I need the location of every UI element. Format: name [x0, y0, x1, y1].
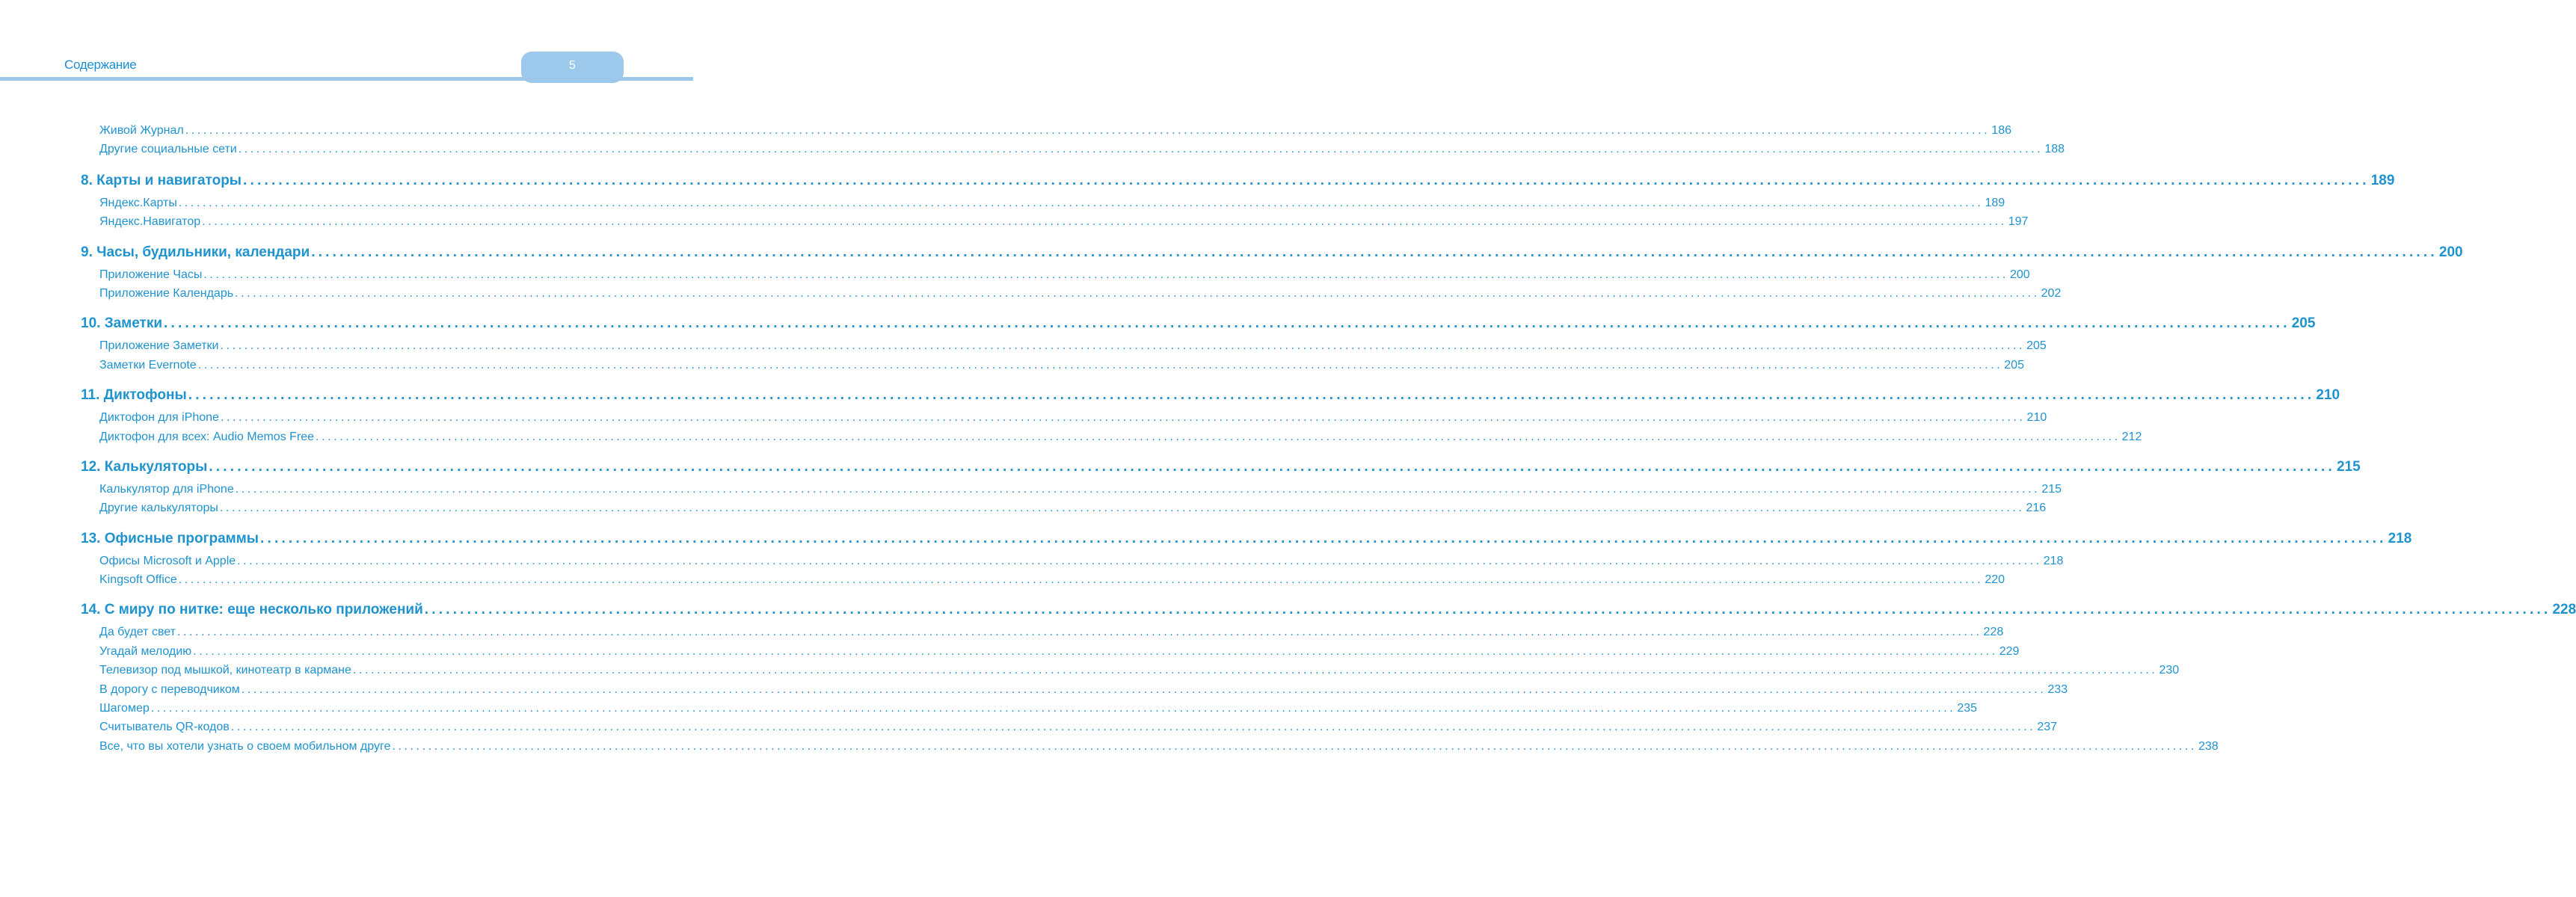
- dot-leader: ............................................................................................................................................................................................................................................................................................................: [392, 739, 2197, 753]
- toc-entry-title: Другие калькуляторы: [99, 502, 218, 515]
- toc-section-entry[interactable]: [99, 661, 2180, 679]
- toc-section-entry[interactable]: [99, 212, 2029, 231]
- running-header-title: Содержание: [64, 58, 137, 72]
- dot-leader: ............................................................................................................................................................................................................................................................................................................: [235, 286, 2040, 300]
- toc-section-entry[interactable]: [99, 265, 2030, 284]
- toc-entry-page: 218: [2043, 554, 2064, 567]
- toc-entry-title: Kingsoft Office: [99, 573, 177, 587]
- dot-leader: ............................................................................................................................................................................................................................................................................................................: [241, 682, 2047, 696]
- toc-section-entry[interactable]: [99, 121, 2011, 140]
- dot-leader: ............................................................................................................................................................................................................................................................................................................: [176, 626, 1982, 639]
- toc-section-entry[interactable]: [99, 642, 2020, 661]
- toc-section-entry[interactable]: [99, 680, 2068, 699]
- toc-entry-page: 238: [2198, 739, 2219, 753]
- toc-section-entry[interactable]: [99, 570, 2005, 589]
- toc-entry-title: Яндекс.Навигатор: [99, 215, 201, 229]
- toc-entry-page: 216: [2026, 502, 2047, 515]
- dot-leader: ............................................................................................................................................................................................................................................................................................................: [203, 268, 2008, 281]
- toc-chapter-entry[interactable]: [81, 599, 2576, 621]
- toc-chapter-entry[interactable]: [81, 384, 2340, 407]
- toc-entry-page: 218: [2388, 530, 2412, 546]
- toc-section-entry[interactable]: [99, 623, 2004, 641]
- toc-section-entry[interactable]: [99, 718, 2058, 736]
- toc-entry-page: 189: [2370, 172, 2395, 188]
- toc-entry-page: 197: [2008, 215, 2029, 229]
- toc-entry-page: 220: [1985, 573, 2005, 587]
- toc-entry-title: 13. Офисные программы: [81, 530, 259, 546]
- toc-entry-title: 9. Часы, будильники, календари: [81, 244, 310, 260]
- dot-leader: ............................................................................................................................................................................................................................................................................................................: [220, 339, 2026, 353]
- dot-leader: ............................................................................................................................................................................................................................................................................................................: [243, 172, 2370, 188]
- dot-leader: ............................................................................................................................................................................................................................................................................................................: [202, 215, 2007, 229]
- dot-leader: ............................................................................................................................................................................................................................................................................................................: [316, 430, 2121, 443]
- toc-entry-title: Приложение Часы: [99, 268, 203, 281]
- toc-section-entry[interactable]: [99, 408, 2047, 427]
- dot-leader: ............................................................................................................................................................................................................................................................................................................: [352, 664, 2158, 677]
- toc-chapter-entry[interactable]: [81, 170, 2395, 192]
- toc-entry-page: 212: [2121, 430, 2142, 443]
- toc-section-entry[interactable]: [99, 699, 1978, 718]
- toc-section-entry[interactable]: [99, 356, 2024, 374]
- toc-section-entry[interactable]: [99, 499, 2047, 517]
- toc-chapter-entry[interactable]: [81, 241, 2463, 264]
- toc-entry-title: 12. Калькуляторы: [81, 458, 208, 475]
- toc-chapter-entry[interactable]: [81, 456, 2361, 478]
- toc-entry-page: 228: [1983, 626, 2004, 639]
- toc-entry-page: 235: [1957, 702, 1978, 715]
- toc-entry-title: Все, что вы хотели узнать о своем мобильном друге: [99, 739, 391, 753]
- dot-leader: ............................................................................................................................................................................................................................................................................................................: [237, 554, 2042, 567]
- toc-entry-title: Приложение Заметки: [99, 339, 219, 353]
- toc-entry-title: 8. Карты и навигаторы: [81, 172, 242, 188]
- toc-entry-title: Живой Журнал: [99, 124, 184, 137]
- toc-section-entry[interactable]: [99, 336, 2047, 355]
- toc-entry-page: 229: [1999, 644, 2020, 658]
- toc-entry-page: 205: [2004, 358, 2024, 372]
- toc-section-entry[interactable]: [99, 480, 2062, 499]
- toc-entry-title: Да будет свет: [99, 626, 176, 639]
- toc-entry-title: Шагомер: [99, 702, 150, 715]
- page-number-tab: [521, 52, 624, 83]
- toc-entry-title: Угадай мелодию: [99, 644, 192, 658]
- toc-entry-title: Офисы Microsoft и Apple: [99, 554, 236, 567]
- dot-leader: ............................................................................................................................................................................................................................................................................................................: [193, 644, 1998, 658]
- toc-entry-page: 200: [2009, 268, 2030, 281]
- dot-leader: ............................................................................................................................................................................................................................................................................................................: [219, 502, 2025, 515]
- toc-entry-title: Диктофон для iPhone: [99, 411, 219, 425]
- toc-entry-page: 188: [2044, 143, 2065, 156]
- dot-leader: ............................................................................................................................................................................................................................................................................................................: [209, 458, 2335, 475]
- toc-entry-title: Приложение Календарь: [99, 286, 234, 300]
- toc-entry-title: 11. Диктофоны: [81, 387, 187, 404]
- toc-entry-page: 186: [1991, 124, 2011, 137]
- toc-entry-title: Другие социальные сети: [99, 143, 237, 156]
- toc-entry-page: 202: [2041, 286, 2062, 300]
- toc-entry-title: В дорогу с переводчиком: [99, 682, 240, 696]
- toc-section-entry[interactable]: [99, 552, 2064, 570]
- dot-leader: ............................................................................................................................................................................................................................................................................................................: [235, 482, 2041, 496]
- toc-entry-page: 210: [2026, 411, 2047, 425]
- dot-leader: ............................................................................................................................................................................................................................................................................................................: [185, 124, 1991, 137]
- toc-entry-page: 200: [2438, 244, 2463, 260]
- dot-leader: ............................................................................................................................................................................................................................................................................................................: [178, 573, 1984, 587]
- toc-entry-title: Заметки Evernote: [99, 358, 197, 372]
- dot-leader: ............................................................................................................................................................................................................................................................................................................: [260, 530, 2387, 546]
- toc-entry-page: 205: [2026, 339, 2047, 353]
- dot-leader: ............................................................................................................................................................................................................................................................................................................: [150, 702, 1956, 715]
- toc-section-entry[interactable]: [99, 428, 2142, 446]
- toc-chapter-entry[interactable]: [81, 312, 2316, 335]
- toc-section-entry[interactable]: [99, 284, 2062, 303]
- toc-entry-page: 215: [2041, 482, 2062, 496]
- toc-entry-page: 215: [2336, 458, 2361, 475]
- dot-leader: ............................................................................................................................................................................................................................................................................................................: [164, 315, 2290, 332]
- toc-section-entry[interactable]: [99, 737, 2219, 756]
- dot-leader: ............................................................................................................................................................................................................................................................................................................: [197, 358, 2003, 372]
- toc-entry-page: 233: [2047, 682, 2068, 696]
- toc-section-entry[interactable]: [99, 140, 2065, 158]
- dot-leader: ............................................................................................................................................................................................................................................................................................................: [178, 196, 1984, 209]
- toc-entry-page: 205: [2291, 315, 2316, 332]
- dot-leader: ............................................................................................................................................................................................................................................................................................................: [220, 411, 2026, 425]
- toc-chapter-entry[interactable]: [81, 528, 2412, 550]
- page-number: 5: [569, 59, 576, 72]
- dot-leader: ............................................................................................................................................................................................................................................................................................................: [424, 602, 2551, 618]
- toc-entry-title: 10. Заметки: [81, 315, 163, 332]
- toc-entry-title: Считыватель QR-кодов: [99, 721, 230, 734]
- table-of-contents: [81, 121, 2576, 756]
- toc-entry-page: 189: [1985, 196, 2005, 209]
- toc-section-entry[interactable]: [99, 194, 2005, 212]
- toc-entry-page: 230: [2159, 664, 2180, 677]
- toc-entry-title: Яндекс.Карты: [99, 196, 177, 209]
- toc-entry-page: 237: [2037, 721, 2058, 734]
- toc-entry-title: Диктофон для всех: Audio Memos Free: [99, 430, 315, 443]
- toc-entry-title: 14. С миру по нитке: еще несколько приложений: [81, 602, 423, 618]
- toc-entry-title: Телевизор под мышкой, кинотеатр в кармане: [99, 664, 351, 677]
- dot-leader: ............................................................................................................................................................................................................................................................................................................: [188, 387, 2315, 404]
- toc-entry-page: 210: [2316, 387, 2340, 404]
- dot-leader: ............................................................................................................................................................................................................................................................................................................: [238, 143, 2044, 156]
- dot-leader: ............................................................................................................................................................................................................................................................................................................: [230, 721, 2036, 734]
- toc-entry-title: Калькулятор для iPhone: [99, 482, 234, 496]
- dot-leader: ............................................................................................................................................................................................................................................................................................................: [311, 244, 2438, 260]
- toc-entry-page: 228: [2552, 602, 2576, 618]
